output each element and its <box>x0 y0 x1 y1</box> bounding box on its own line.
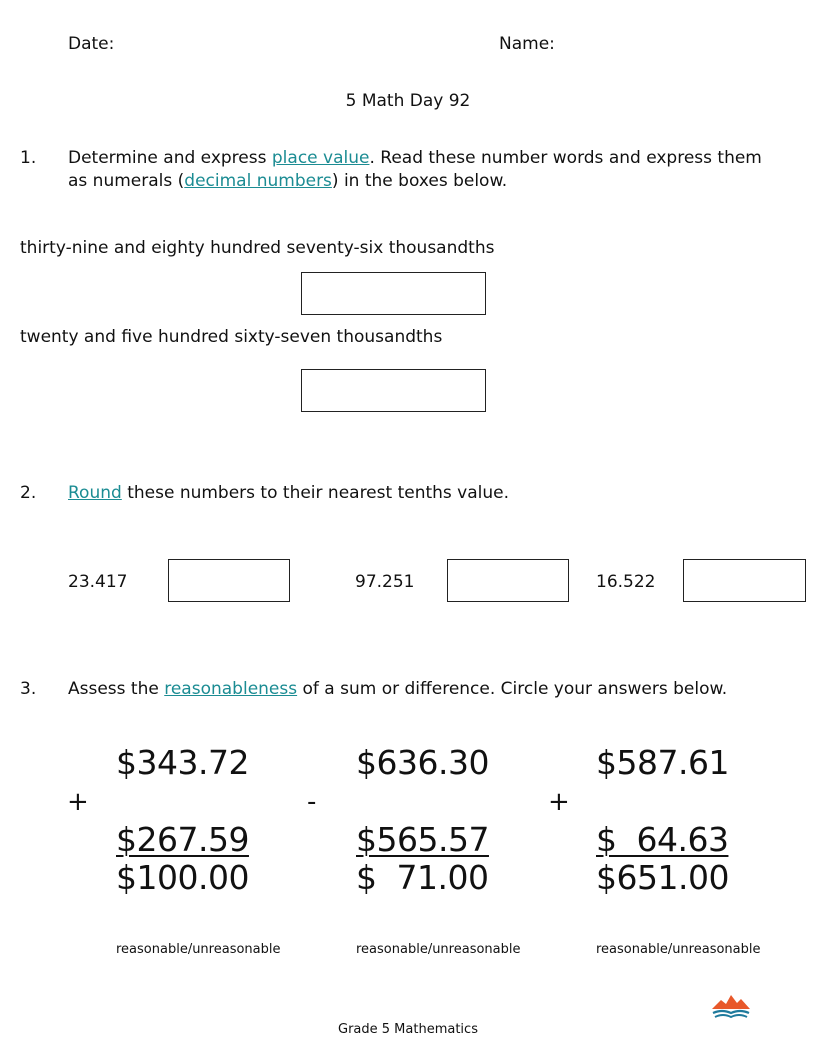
q2-answer-box-3[interactable] <box>683 559 806 602</box>
mountain-book-logo-icon <box>710 992 752 1020</box>
q2-answer-box-2[interactable] <box>447 559 569 602</box>
q2-number-1: 23.417 <box>68 572 128 592</box>
q2-number: 2. <box>20 483 37 503</box>
problem-2-answer: $ 71.00 <box>356 858 489 897</box>
q1-text-a: Determine and express <box>68 148 272 168</box>
q1-text-d: ) in the boxes below. <box>331 171 508 191</box>
q2-text: these numbers to their nearest tenths value. <box>121 483 510 503</box>
q1-text-c: as numerals ( <box>68 171 185 191</box>
q2-instruction <box>68 482 509 504</box>
q1-item-2-words: twenty and five hundred sixty-seven thousandths <box>20 327 443 347</box>
worksheet-title: 5 Math Day 92 <box>345 91 471 111</box>
q1-instruction-line1 <box>68 147 762 169</box>
problem-2-choice[interactable]: reasonable/unreasonable <box>356 942 521 957</box>
q1-number: 1. <box>20 148 37 168</box>
problem-2-top-amount: $636.30 <box>356 743 489 782</box>
problem-3-operator: + <box>548 787 570 817</box>
problem-3-top-amount: $587.61 <box>596 743 729 782</box>
q1-item-1-words: thirty-nine and eighty hundred seventy-six thousandths <box>20 238 495 258</box>
problem-3-bottom-amount: $ 64.63 <box>596 820 729 859</box>
q3-number: 3. <box>20 679 37 699</box>
problem-3-choice[interactable]: reasonable/unreasonable <box>596 942 761 957</box>
decimal-numbers-link[interactable]: decimal numbers <box>184 171 332 191</box>
problem-1-bottom-amount: $267.59 <box>116 820 249 859</box>
q2-number-3: 16.522 <box>596 572 656 592</box>
q1-answer-box-1[interactable] <box>301 272 486 315</box>
q3-text-b: of a sum or difference. Circle your answers below. <box>297 679 728 699</box>
date-label: Date: <box>68 34 115 54</box>
q1-text-b: . Read these number words and express them <box>369 148 762 168</box>
place-value-link[interactable]: place value <box>271 148 370 168</box>
name-label: Name: <box>499 34 555 54</box>
problem-1-operator: + <box>67 787 89 817</box>
round-link[interactable]: Round <box>68 483 122 503</box>
q3-text-a: Assess the <box>68 679 165 699</box>
problem-2-operator: - <box>307 787 317 817</box>
q1-answer-box-2[interactable] <box>301 369 486 412</box>
problem-3-answer: $651.00 <box>596 858 729 897</box>
problem-1-answer: $100.00 <box>116 858 249 897</box>
q2-answer-box-1[interactable] <box>168 559 290 602</box>
reasonableness-link[interactable]: reasonableness <box>164 679 298 699</box>
q1-instruction-line2 <box>68 170 507 192</box>
q3-instruction <box>68 678 727 700</box>
footer-text: Grade 5 Mathematics <box>338 1022 478 1037</box>
q2-number-2: 97.251 <box>355 572 415 592</box>
problem-1-top-amount: $343.72 <box>116 743 249 782</box>
problem-2-bottom-amount: $565.57 <box>356 820 489 859</box>
problem-1-choice[interactable]: reasonable/unreasonable <box>116 942 281 957</box>
